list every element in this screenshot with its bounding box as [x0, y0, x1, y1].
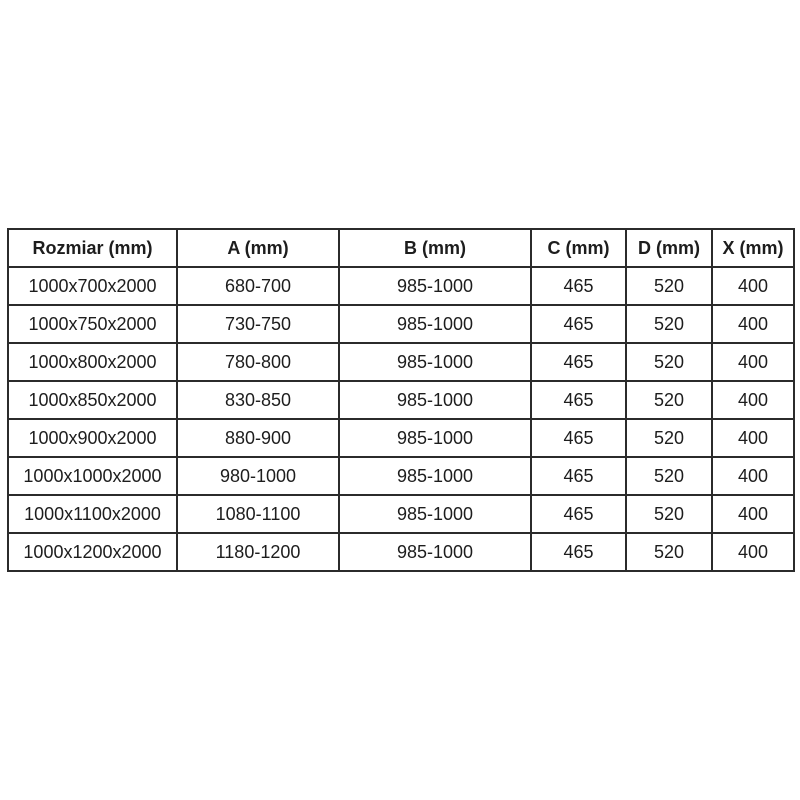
- table-cell: 1000x1200x2000: [8, 533, 177, 571]
- table-cell: 985-1000: [339, 457, 531, 495]
- table-row: [8, 305, 794, 343]
- table-cell: 520: [626, 343, 712, 381]
- table-cell: 1000x900x2000: [8, 419, 177, 457]
- table-cell: 1000x850x2000: [8, 381, 177, 419]
- table-row: [8, 267, 794, 305]
- column-header-d: D (mm): [626, 229, 712, 267]
- table-cell: 1000x700x2000: [8, 267, 177, 305]
- table-cell: 465: [531, 533, 626, 571]
- table-cell: 400: [712, 267, 794, 305]
- table-cell: 980-1000: [177, 457, 339, 495]
- table-cell: 465: [531, 419, 626, 457]
- table-cell: 985-1000: [339, 381, 531, 419]
- table-cell: 400: [712, 381, 794, 419]
- table-cell: 985-1000: [339, 533, 531, 571]
- table-row: [8, 419, 794, 457]
- table-cell: 780-800: [177, 343, 339, 381]
- column-header-c: C (mm): [531, 229, 626, 267]
- table-row: [8, 495, 794, 533]
- table-cell: 400: [712, 419, 794, 457]
- table-cell: 830-850: [177, 381, 339, 419]
- column-header-a: A (mm): [177, 229, 339, 267]
- dimensions-table: [7, 228, 795, 572]
- table-cell: 1000x1000x2000: [8, 457, 177, 495]
- table-cell: 520: [626, 419, 712, 457]
- table-cell: 465: [531, 381, 626, 419]
- table-cell: 465: [531, 305, 626, 343]
- table-header-row: [8, 229, 794, 267]
- table-cell: 400: [712, 533, 794, 571]
- table-cell: 1000x1100x2000: [8, 495, 177, 533]
- table-cell: 520: [626, 495, 712, 533]
- table-cell: 1000x750x2000: [8, 305, 177, 343]
- table-cell: 1180-1200: [177, 533, 339, 571]
- table-cell: 985-1000: [339, 305, 531, 343]
- table-cell: 880-900: [177, 419, 339, 457]
- table-cell: 1000x800x2000: [8, 343, 177, 381]
- table-cell: 730-750: [177, 305, 339, 343]
- table-cell: 985-1000: [339, 343, 531, 381]
- table-cell: 985-1000: [339, 419, 531, 457]
- table-cell: 1080-1100: [177, 495, 339, 533]
- table-row: [8, 533, 794, 571]
- table-cell: 465: [531, 495, 626, 533]
- table-cell: 520: [626, 267, 712, 305]
- table-cell: 985-1000: [339, 495, 531, 533]
- table-cell: 465: [531, 457, 626, 495]
- table-cell: 400: [712, 495, 794, 533]
- table-row: [8, 381, 794, 419]
- table-cell: 520: [626, 381, 712, 419]
- column-header-x: X (mm): [712, 229, 794, 267]
- table-cell: 520: [626, 457, 712, 495]
- table-row: [8, 457, 794, 495]
- table-row: [8, 343, 794, 381]
- table-cell: 465: [531, 343, 626, 381]
- table-cell: 400: [712, 457, 794, 495]
- column-header-rozmiar: Rozmiar (mm): [8, 229, 177, 267]
- table-cell: 520: [626, 305, 712, 343]
- table-cell: 680-700: [177, 267, 339, 305]
- table-cell: 985-1000: [339, 267, 531, 305]
- table-cell: 465: [531, 267, 626, 305]
- column-header-b: B (mm): [339, 229, 531, 267]
- table-cell: 400: [712, 343, 794, 381]
- table-cell: 400: [712, 305, 794, 343]
- table-cell: 520: [626, 533, 712, 571]
